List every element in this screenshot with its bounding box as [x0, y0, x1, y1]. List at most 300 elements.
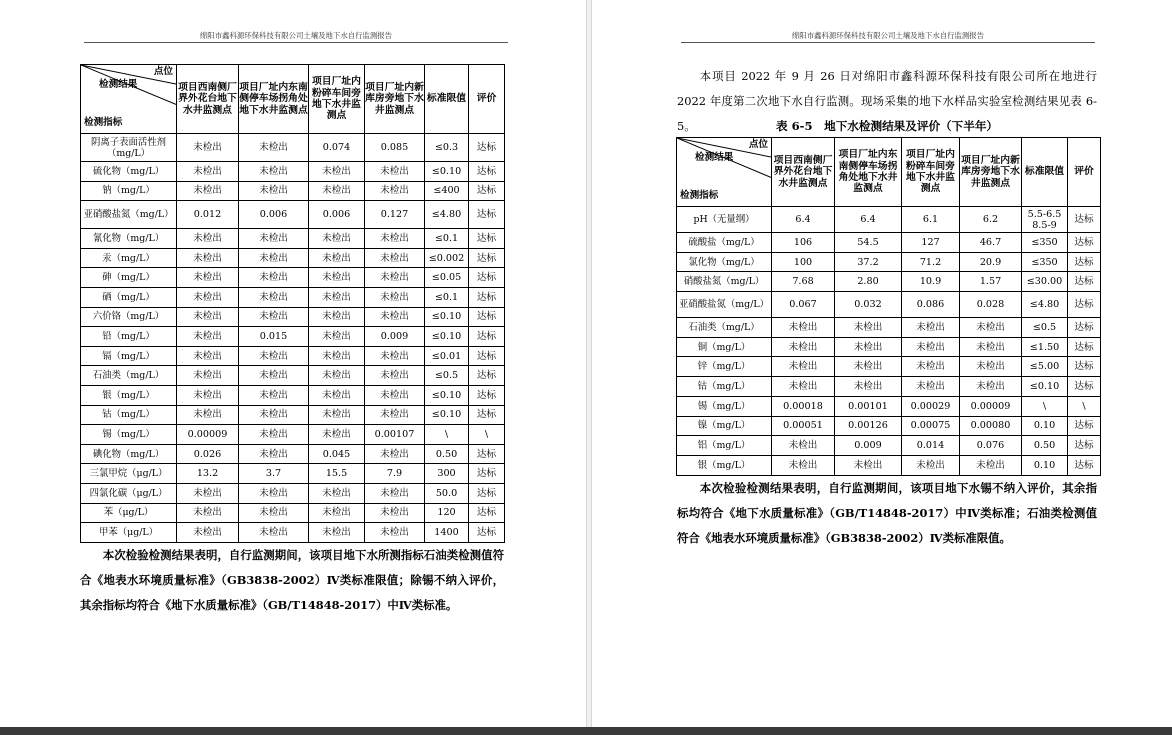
value-cell: 0.00009	[177, 425, 239, 445]
value-cell: 0.076	[960, 436, 1022, 456]
value-cell: 未检出	[902, 318, 960, 338]
value-cell: 未检出	[177, 346, 239, 366]
evaluation-cell: 达标	[1068, 318, 1101, 338]
indicator-name-cell: pH（无量纲）	[677, 207, 772, 233]
header-rule-left	[84, 42, 508, 43]
column-header: 项目厂址内新库房旁地下水井监测点	[960, 138, 1022, 207]
table-row	[81, 346, 505, 366]
diag-label-point: 点位	[153, 66, 173, 77]
groundwater-results-table-right	[676, 137, 1101, 476]
limit-cell: 1400	[425, 523, 469, 543]
limit-cell: ≤4.80	[425, 201, 469, 229]
value-cell: 未检出	[365, 248, 425, 268]
value-cell: 未检出	[309, 523, 365, 543]
value-cell: 0.00101	[835, 396, 902, 416]
value-cell: 未检出	[772, 337, 835, 357]
left-conclusion-text: 本次检验检测结果表明，自行监测期间，该项目地下水所测指标石油类检测值符合《地表水环境质量标准》（GB3838-2002）Ⅳ类标准限值；除锡不纳入评价，其余指标均符合《地下水质量标准》（GB/T14848-2017）中Ⅳ类标准。	[80, 548, 504, 612]
indicator-name-cell: 甲苯（μg/L）	[81, 523, 177, 543]
value-cell: 3.7	[239, 464, 309, 484]
value-cell: 未检出	[365, 405, 425, 425]
indicator-name-cell: 石油类（mg/L）	[81, 366, 177, 386]
indicator-name-cell: 锡（mg/L）	[81, 425, 177, 445]
value-cell: 46.7	[960, 233, 1022, 253]
table-row	[677, 416, 1101, 436]
value-cell: 未检出	[177, 503, 239, 523]
value-cell: 未检出	[177, 287, 239, 307]
value-cell: 0.045	[309, 444, 365, 464]
value-cell: 未检出	[309, 307, 365, 327]
evaluation-cell: 达标	[1068, 455, 1101, 475]
value-cell: 15.5	[309, 464, 365, 484]
indicator-name-cell: 碘化物（mg/L）	[81, 444, 177, 464]
limit-cell: 5.5-6.5 8.5-9	[1022, 207, 1068, 233]
value-cell: 未检出	[239, 162, 309, 182]
value-cell: 未检出	[239, 287, 309, 307]
value-cell: 未检出	[239, 181, 309, 201]
table-row	[677, 233, 1101, 253]
limit-cell: 0.10	[1022, 416, 1068, 436]
evaluation-cell: 达标	[469, 444, 505, 464]
evaluation-cell: 达标	[469, 483, 505, 503]
value-cell: 未检出	[177, 181, 239, 201]
value-cell: 未检出	[365, 366, 425, 386]
evaluation-cell: 达标	[469, 523, 505, 543]
diag-label-indicator: 检测指标	[680, 190, 719, 201]
column-header: 项目厂址内粉碎车间旁地下水井监测点	[902, 138, 960, 207]
evaluation-cell: 达标	[469, 134, 505, 162]
table-header-row	[81, 65, 505, 134]
limit-cell: ≤0.1	[425, 287, 469, 307]
column-header: 项目厂址内新库房旁地下水井监测点	[365, 65, 425, 134]
value-cell: 未检出	[177, 523, 239, 543]
value-cell: 未检出	[177, 483, 239, 503]
evaluation-cell: 达标	[469, 346, 505, 366]
indicator-name-cell: 镉（mg/L）	[81, 346, 177, 366]
value-cell: 未检出	[902, 377, 960, 397]
evaluation-cell: 达标	[1068, 416, 1101, 436]
value-cell: 未检出	[177, 307, 239, 327]
value-cell: 未检出	[239, 366, 309, 386]
value-cell: 0.014	[902, 436, 960, 456]
value-cell: 0.00080	[960, 416, 1022, 436]
evaluation-cell: 达标	[1068, 377, 1101, 397]
left-page	[0, 0, 586, 727]
value-cell: 未检出	[239, 134, 309, 162]
value-cell: 未检出	[177, 268, 239, 288]
value-cell: 未检出	[835, 377, 902, 397]
column-header: 评价	[1068, 138, 1101, 207]
value-cell: 0.006	[239, 201, 309, 229]
table-row	[81, 307, 505, 327]
table-header-row	[677, 138, 1101, 207]
table-row	[81, 405, 505, 425]
table-row	[81, 385, 505, 405]
table-row	[677, 436, 1101, 456]
limit-cell: ≤350	[1022, 252, 1068, 272]
evaluation-cell: 达标	[469, 405, 505, 425]
value-cell: 未检出	[902, 455, 960, 475]
value-cell: 未检出	[902, 357, 960, 377]
value-cell: 未检出	[309, 366, 365, 386]
evaluation-cell: 达标	[1068, 233, 1101, 253]
table-row	[677, 396, 1101, 416]
indicator-name-cell: 氰化物（mg/L）	[81, 229, 177, 249]
value-cell: 0.00029	[902, 396, 960, 416]
value-cell: 未检出	[365, 307, 425, 327]
evaluation-cell: \	[1068, 396, 1101, 416]
indicator-name-cell: 铝（mg/L）	[677, 436, 772, 456]
value-cell: 未检出	[902, 337, 960, 357]
indicator-name-cell: 钴（mg/L）	[677, 377, 772, 397]
indicator-name-cell: 硫酸盐（mg/L）	[677, 233, 772, 253]
table-row	[81, 503, 505, 523]
value-cell: 未检出	[960, 318, 1022, 338]
value-cell: 未检出	[239, 503, 309, 523]
value-cell: 未检出	[365, 287, 425, 307]
indicator-name-cell: 六价铬（mg/L）	[81, 307, 177, 327]
value-cell: 1.57	[960, 272, 1022, 292]
value-cell: 0.067	[772, 292, 835, 318]
column-header: 项目厂址内粉碎车间旁地下水井监测点	[309, 65, 365, 134]
diag-label-result: 检测结果	[99, 79, 138, 90]
value-cell: 未检出	[309, 268, 365, 288]
value-cell: 未检出	[365, 229, 425, 249]
value-cell: 未检出	[309, 346, 365, 366]
value-cell: 0.00009	[960, 396, 1022, 416]
value-cell: 0.032	[835, 292, 902, 318]
right-page	[592, 0, 1172, 727]
value-cell: 未检出	[309, 162, 365, 182]
value-cell: 未检出	[835, 337, 902, 357]
value-cell: 0.009	[365, 327, 425, 347]
indicator-name-cell: 硫化物（mg/L）	[81, 162, 177, 182]
limit-cell: ≤0.002	[425, 248, 469, 268]
limit-cell: 0.10	[1022, 455, 1068, 475]
table-row	[81, 464, 505, 484]
table-row	[677, 377, 1101, 397]
header-rule-right	[681, 42, 1095, 43]
page-header-right: 绵阳市鑫科源环保科技有限公司土壤及地下水自行监测报告	[791, 31, 985, 40]
value-cell: 未检出	[309, 385, 365, 405]
value-cell: 未检出	[772, 357, 835, 377]
table-row	[81, 248, 505, 268]
limit-cell: ≤1.50	[1022, 337, 1068, 357]
diag-label-point: 点位	[748, 139, 768, 150]
limit-cell: ≤0.01	[425, 346, 469, 366]
value-cell: 6.2	[960, 207, 1022, 233]
value-cell: 未检出	[239, 483, 309, 503]
evaluation-cell: 达标	[469, 181, 505, 201]
evaluation-cell: 达标	[1068, 207, 1101, 233]
table-row	[81, 181, 505, 201]
value-cell: 未检出	[239, 307, 309, 327]
value-cell: 未检出	[239, 444, 309, 464]
evaluation-cell: 达标	[469, 248, 505, 268]
evaluation-cell: 达标	[469, 385, 505, 405]
indicator-name-cell: 亚硝酸盐氮（mg/L）	[677, 292, 772, 318]
value-cell: 13.2	[177, 464, 239, 484]
value-cell: 未检出	[309, 405, 365, 425]
diag-label-result: 检测结果	[695, 152, 734, 163]
table-row	[81, 229, 505, 249]
value-cell: 未检出	[309, 425, 365, 445]
limit-cell: ≤0.05	[425, 268, 469, 288]
value-cell: 未检出	[772, 455, 835, 475]
left-conclusion	[80, 543, 504, 618]
value-cell: 未检出	[960, 455, 1022, 475]
value-cell: 20.9	[960, 252, 1022, 272]
indicator-name-cell: 氯化物（mg/L）	[677, 252, 772, 272]
value-cell: 未检出	[960, 337, 1022, 357]
limit-cell: ≤0.10	[425, 385, 469, 405]
limit-cell: \	[1022, 396, 1068, 416]
value-cell: 未检出	[239, 385, 309, 405]
value-cell: 未检出	[365, 483, 425, 503]
value-cell: 未检出	[960, 377, 1022, 397]
limit-cell: ≤30.00	[1022, 272, 1068, 292]
value-cell: 未检出	[309, 287, 365, 307]
value-cell: 未检出	[960, 357, 1022, 377]
value-cell: 未检出	[239, 248, 309, 268]
value-cell: 71.2	[902, 252, 960, 272]
value-cell: 未检出	[239, 229, 309, 249]
value-cell: 0.012	[177, 201, 239, 229]
value-cell: 未检出	[365, 503, 425, 523]
value-cell: 未检出	[239, 405, 309, 425]
value-cell: 未检出	[365, 181, 425, 201]
limit-cell: ≤0.5	[425, 366, 469, 386]
limit-cell: ≤0.5	[1022, 318, 1068, 338]
indicator-name-cell: 铅（mg/L）	[81, 327, 177, 347]
table-row	[677, 292, 1101, 318]
column-header: 项目厂址内东南侧停车场拐角处地下水井监测点	[835, 138, 902, 207]
window-bottom-bar	[0, 727, 1172, 735]
table-row	[81, 134, 505, 162]
indicator-name-cell: 汞（mg/L）	[81, 248, 177, 268]
indicator-name-cell: 阴离子表面活性剂（mg/L）	[81, 134, 177, 162]
value-cell: 6.4	[772, 207, 835, 233]
limit-cell: ≤400	[425, 181, 469, 201]
indicator-name-cell: 锡（mg/L）	[677, 396, 772, 416]
limit-cell: ≤4.80	[1022, 292, 1068, 318]
value-cell: 106	[772, 233, 835, 253]
table-row	[677, 337, 1101, 357]
indicator-name-cell: 砷（mg/L）	[81, 268, 177, 288]
limit-cell: 50.0	[425, 483, 469, 503]
value-cell: 未检出	[177, 162, 239, 182]
evaluation-cell: 达标	[1068, 252, 1101, 272]
value-cell: 2.80	[835, 272, 902, 292]
value-cell: 未检出	[309, 248, 365, 268]
value-cell: 未检出	[835, 455, 902, 475]
page-header-left: 绵阳市鑫科源环保科技有限公司土壤及地下水自行监测报告	[199, 31, 393, 40]
column-header: 评价	[469, 65, 505, 134]
value-cell: 未检出	[177, 385, 239, 405]
limit-cell: ≤350	[1022, 233, 1068, 253]
limit-cell: 0.50	[425, 444, 469, 464]
evaluation-cell: 达标	[469, 503, 505, 523]
table-row	[81, 425, 505, 445]
evaluation-cell: 达标	[469, 464, 505, 484]
indicator-name-cell: 亚硝酸盐氮（mg/L）	[81, 201, 177, 229]
value-cell: 0.00107	[365, 425, 425, 445]
value-cell: 未检出	[239, 425, 309, 445]
groundwater-results-table-left	[80, 64, 505, 543]
value-cell: 未检出	[772, 436, 835, 456]
diagonal-header-cell	[81, 65, 177, 134]
evaluation-cell: 达标	[469, 307, 505, 327]
right-intro-text: 本项目 2022 年 9 月 26 日对绵阳市鑫科源环保科技有限公司所在地进行 2022 年度第二次地下水自行监测。现场采集的地下水样品实验室检测结果见表 6-5。	[677, 69, 1097, 133]
column-header: 项目西南侧厂界外花台地下水井监测点	[177, 65, 239, 134]
value-cell: 0.085	[365, 134, 425, 162]
value-cell: 0.086	[902, 292, 960, 318]
limit-cell: 300	[425, 464, 469, 484]
value-cell: 未检出	[365, 385, 425, 405]
value-cell: 37.2	[835, 252, 902, 272]
table-row	[677, 207, 1101, 233]
indicator-name-cell: 硒（mg/L）	[81, 287, 177, 307]
diag-label-indicator: 检测指标	[84, 117, 123, 128]
limit-cell: 0.50	[1022, 436, 1068, 456]
value-cell: 0.006	[309, 201, 365, 229]
table-row	[81, 162, 505, 182]
table-row	[81, 444, 505, 464]
value-cell: 0.015	[239, 327, 309, 347]
value-cell: 未检出	[835, 318, 902, 338]
evaluation-cell: 达标	[469, 162, 505, 182]
value-cell: 未检出	[772, 318, 835, 338]
evaluation-cell: 达标	[469, 327, 505, 347]
evaluation-cell: 达标	[1068, 272, 1101, 292]
indicator-name-cell: 镍（mg/L）	[677, 416, 772, 436]
value-cell: 54.5	[835, 233, 902, 253]
value-cell: 未检出	[239, 346, 309, 366]
table-row	[677, 357, 1101, 377]
evaluation-cell: 达标	[469, 366, 505, 386]
limit-cell: ≤0.1	[425, 229, 469, 249]
value-cell: 6.4	[835, 207, 902, 233]
evaluation-cell: 达标	[1068, 357, 1101, 377]
table-caption: 表 6-5 地下水检测结果及评价（下半年）	[775, 119, 999, 133]
value-cell: 0.00051	[772, 416, 835, 436]
value-cell: 未检出	[177, 405, 239, 425]
table-row	[677, 318, 1101, 338]
table-row	[677, 455, 1101, 475]
evaluation-cell: 达标	[1068, 436, 1101, 456]
evaluation-cell: 达标	[469, 229, 505, 249]
limit-cell: ≤0.10	[1022, 377, 1068, 397]
value-cell: 0.009	[835, 436, 902, 456]
value-cell: 未检出	[309, 483, 365, 503]
limit-cell: ≤0.3	[425, 134, 469, 162]
value-cell: 0.127	[365, 201, 425, 229]
column-header: 标准限值	[1022, 138, 1068, 207]
value-cell: 未检出	[309, 503, 365, 523]
value-cell: 未检出	[177, 229, 239, 249]
limit-cell: 120	[425, 503, 469, 523]
indicator-name-cell: 硝酸盐氮（mg/L）	[677, 272, 772, 292]
limit-cell: ≤0.10	[425, 327, 469, 347]
value-cell: 0.00126	[835, 416, 902, 436]
value-cell: 0.074	[309, 134, 365, 162]
value-cell: 未检出	[309, 327, 365, 347]
indicator-name-cell: 银（mg/L）	[677, 455, 772, 475]
limit-cell: ≤0.10	[425, 405, 469, 425]
value-cell: 未检出	[365, 523, 425, 543]
value-cell: 0.028	[960, 292, 1022, 318]
value-cell: 未检出	[365, 346, 425, 366]
indicator-name-cell: 石油类（mg/L）	[677, 318, 772, 338]
column-header: 项目厂址内东南侧停车场拐角处地下水井监测点	[239, 65, 309, 134]
indicator-name-cell: 苯（μg/L）	[81, 503, 177, 523]
indicator-name-cell: 锌（mg/L）	[677, 357, 772, 377]
value-cell: 6.1	[902, 207, 960, 233]
value-cell: 0.026	[177, 444, 239, 464]
value-cell: 未检出	[365, 444, 425, 464]
evaluation-cell: 达标	[1068, 292, 1101, 318]
limit-cell: ≤0.10	[425, 162, 469, 182]
value-cell: 7.9	[365, 464, 425, 484]
indicator-name-cell: 钴（mg/L）	[81, 405, 177, 425]
table-row	[81, 523, 505, 543]
table-row	[81, 366, 505, 386]
evaluation-cell: 达标	[1068, 337, 1101, 357]
value-cell: 未检出	[239, 268, 309, 288]
right-conclusion-text: 本次检验检测结果表明，自行监测期间，该项目地下水锡不纳入评价，其余指标均符合《地下水质量标准》（GB/T14848-2017）中Ⅳ类标准；石油类检测值符合《地表水环境质量标准》（GB3838-2002）Ⅳ类标准限值。	[677, 481, 1097, 545]
table-row	[81, 287, 505, 307]
table-row	[81, 201, 505, 229]
table-row	[677, 272, 1101, 292]
right-conclusion	[677, 476, 1097, 551]
value-cell: 100	[772, 252, 835, 272]
evaluation-cell: \	[469, 425, 505, 445]
table-row	[81, 483, 505, 503]
value-cell: 未检出	[365, 162, 425, 182]
limit-cell: \	[425, 425, 469, 445]
evaluation-cell: 达标	[469, 268, 505, 288]
value-cell: 未检出	[365, 268, 425, 288]
value-cell: 未检出	[177, 134, 239, 162]
indicator-name-cell: 三氯甲烷（μg/L）	[81, 464, 177, 484]
limit-cell: ≤5.00	[1022, 357, 1068, 377]
evaluation-cell: 达标	[469, 287, 505, 307]
table-row	[677, 252, 1101, 272]
value-cell: 10.9	[902, 272, 960, 292]
value-cell: 未检出	[309, 181, 365, 201]
indicator-name-cell: 银（mg/L）	[81, 385, 177, 405]
diagonal-header-cell	[677, 138, 772, 207]
evaluation-cell: 达标	[469, 201, 505, 229]
value-cell: 未检出	[177, 366, 239, 386]
value-cell: 未检出	[309, 229, 365, 249]
value-cell: 未检出	[177, 248, 239, 268]
value-cell: 未检出	[177, 327, 239, 347]
indicator-name-cell: 四氯化碳（μg/L）	[81, 483, 177, 503]
indicator-name-cell: 钠（mg/L）	[81, 181, 177, 201]
value-cell: 0.00018	[772, 396, 835, 416]
value-cell: 0.00075	[902, 416, 960, 436]
column-header: 项目西南侧厂界外花台地下水井监测点	[772, 138, 835, 207]
limit-cell: ≤0.10	[425, 307, 469, 327]
value-cell: 未检出	[835, 357, 902, 377]
column-header: 标准限值	[425, 65, 469, 134]
table-row	[81, 327, 505, 347]
indicator-name-cell: 铜（mg/L）	[677, 337, 772, 357]
value-cell: 未检出	[772, 377, 835, 397]
table-row	[81, 268, 505, 288]
value-cell: 未检出	[239, 523, 309, 543]
value-cell: 7.68	[772, 272, 835, 292]
